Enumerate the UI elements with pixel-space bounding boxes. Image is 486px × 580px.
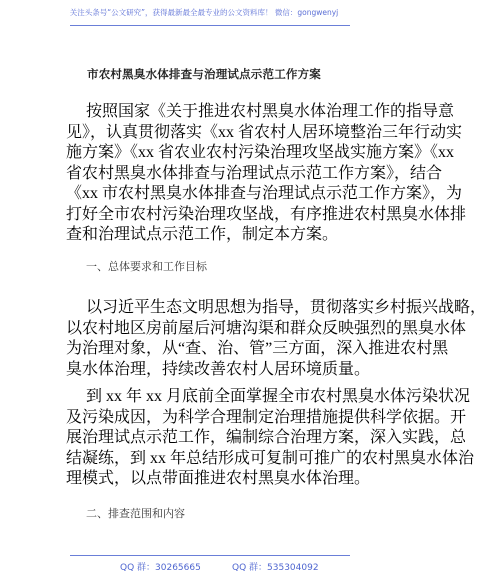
text-line: 查和治理试点示范工作，制定本方案。 [66, 226, 339, 243]
section-heading-1: 一、总体要求和工作目标 [86, 260, 207, 273]
section-heading-2: 二、排查范围和内容 [86, 507, 185, 520]
text-line: 臭水体治理，持续改善农村人居环境质量。 [66, 360, 371, 378]
header-banner: 关注头条号“公文研究”，获得最新最全最专业的公文资料库！ 微信：gongwenyj [69, 8, 339, 17]
text-line: 到 xx 年 xx 月底前全面掌握全市农村黑臭水体污染状况 [86, 388, 471, 405]
header-divider [70, 25, 350, 26]
footer-qq-group-2: QQ 群：535304092 [232, 563, 319, 573]
text-line: 为治理对象，从“查、治、管”三方面，深入推进农村黑 [66, 340, 449, 357]
intro-paragraph [66, 98, 466, 242]
footer-qq-group-1: QQ 群：30265665 [120, 563, 201, 573]
text-line: 结凝练，到 xx 年总结形成可复制可推广的农村黑臭水体治 [66, 449, 475, 467]
target-paragraph [66, 383, 474, 486]
footer-divider [70, 555, 350, 556]
text-line: 见》，认真贯彻落实《xx 省农村人居环境整治三年行动实 [66, 123, 463, 141]
text-line: 理模式，以点带面推进农村黑臭水体治理。 [66, 470, 371, 487]
text-line: 省农村黑臭水体排查与治理试点示范工作方案》，结合 [66, 164, 443, 182]
text-line: 《xx 市农村黑臭水体排查与治理试点示范工作方案》，为 [66, 185, 463, 202]
text-line: 以农村地区房前屋后河塘沟渠和群众反映强烈的黑臭水体 [66, 319, 467, 337]
text-line: 以习近平生态文明思想为指导，贯彻落实乡村振兴战略， [86, 299, 486, 316]
goal-paragraph [66, 294, 486, 376]
document-title: 市农村黑臭水体排查与治理试点示范工作方案 [87, 67, 321, 81]
text-line: 及污染成因，为科学合理制定治理措施提供科学依据。开 [66, 408, 467, 426]
text-line: 展治理试点示范工作，编制综合治理方案，深入实践，总 [66, 429, 467, 446]
text-line: 施方案》《xx 省农业农村污染治理攻坚战实施方案》《xx [66, 144, 455, 161]
text-line: 按照国家《关于推进农村黑臭水体治理工作的指导意 [86, 103, 455, 120]
text-line: 打好全市农村污染治理攻坚战，有序推进农村黑臭水体排 [66, 205, 467, 223]
